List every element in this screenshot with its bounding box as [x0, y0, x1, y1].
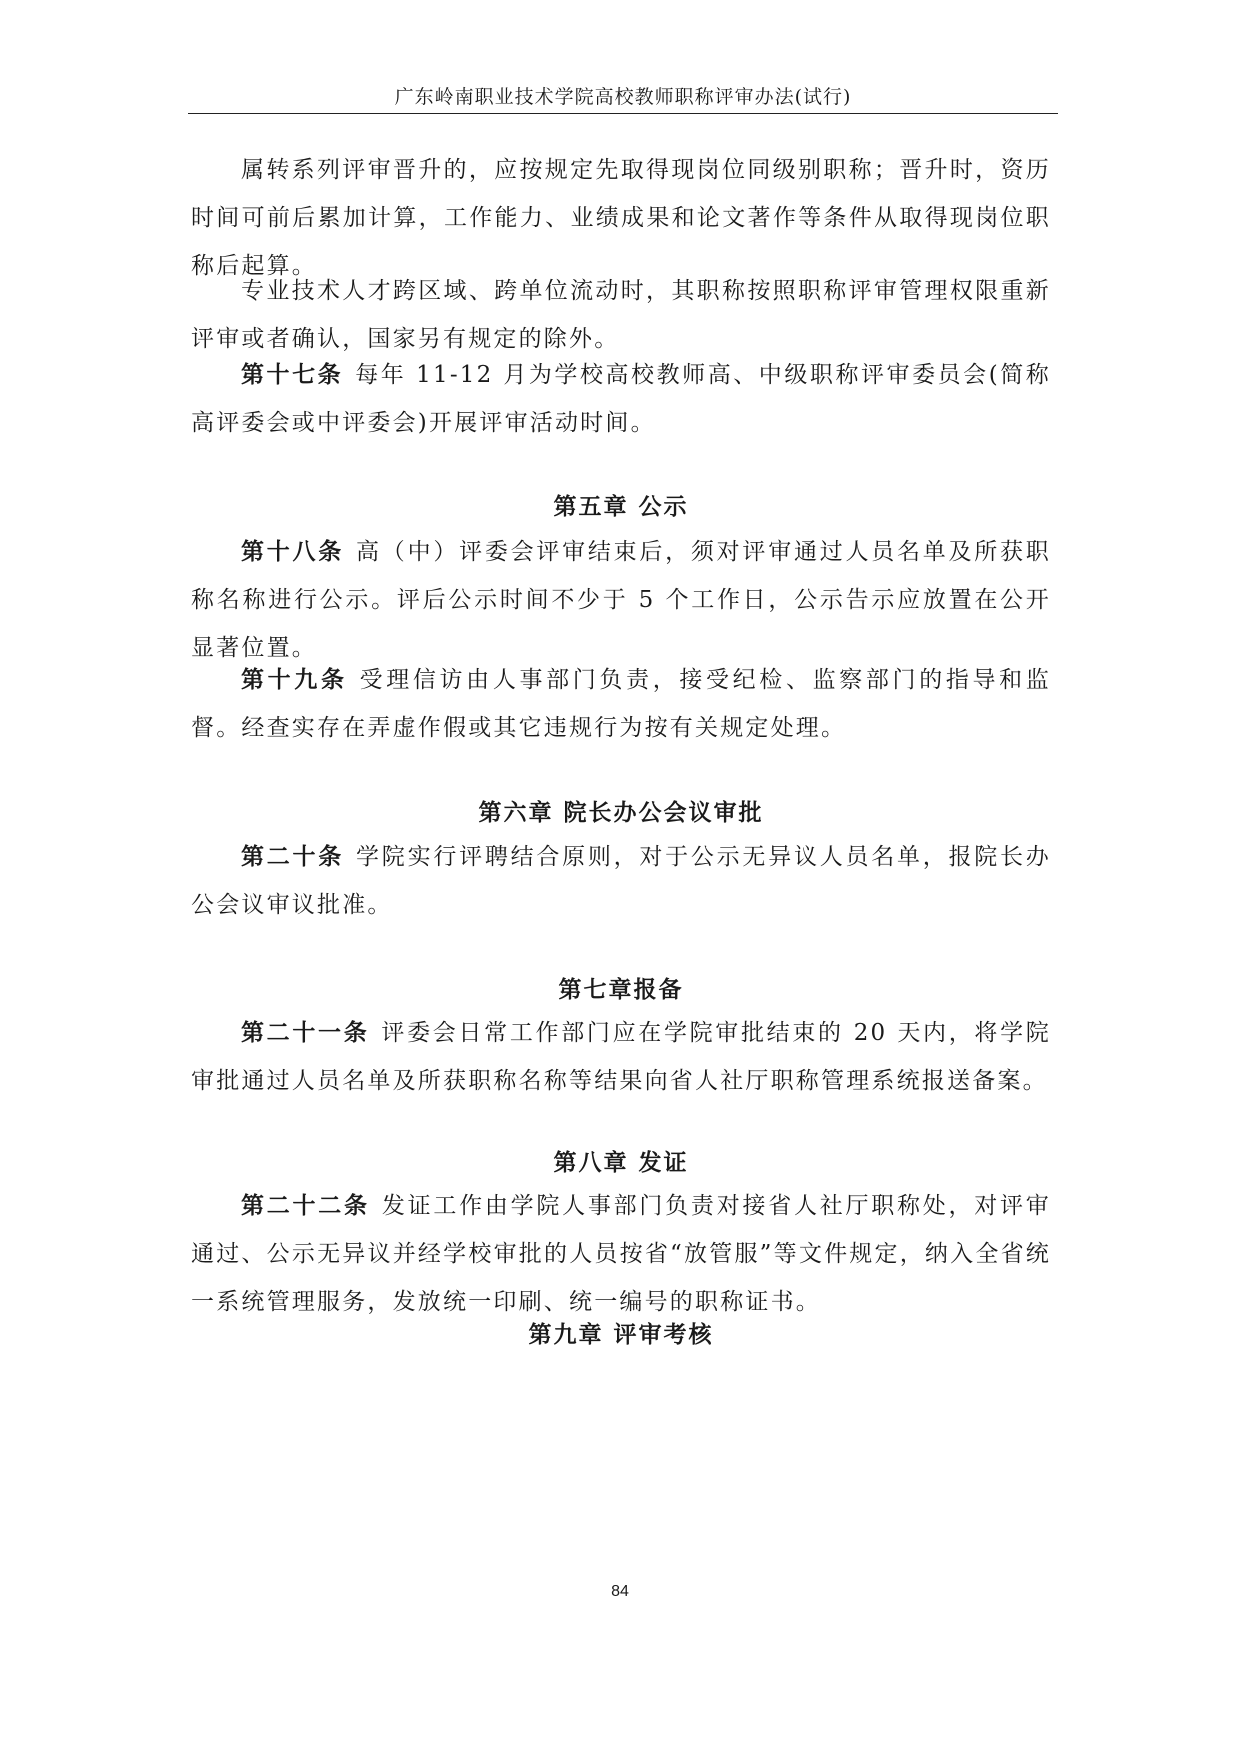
page-number: 84 [611, 1583, 629, 1600]
article-text: 每年 11-12 月为学校高校教师高、中级职称评审委员会(简称高评委会或中评委会)开展评审活动时间。 [191, 362, 1051, 436]
article-number: 第十八条 [241, 539, 345, 565]
chapter-8-heading: 第八章 发证 [553, 1150, 689, 1176]
article-number: 第十七条 [241, 362, 344, 388]
chapter-9-heading: 第九章 评审考核 [528, 1322, 714, 1348]
chapter-7-heading: 第七章报备 [558, 977, 684, 1003]
article-21 [191, 1009, 1051, 1105]
article-number: 第二十二条 [241, 1193, 370, 1219]
article-number: 第二十一条 [241, 1020, 370, 1046]
article-18 [191, 528, 1051, 672]
article-text: 学院实行评聘结合原则，对于公示无异议人员名单，报院长办公会议审议批准。 [191, 844, 1051, 918]
article-text: 高（中）评委会评审结束后，须对评审通过人员名单及所获职称名称进行公示。评后公示时间不少于 5 个工作日，公示告示应放置在公开显著位置。 [191, 539, 1051, 661]
article-19 [191, 656, 1051, 752]
article-text: 评委会日常工作部门应在学院审批结束的 20 天内，将学院审批通过人员名单及所获职称名称等结果向省人社厅职称管理系统报送备案。 [191, 1020, 1051, 1094]
chapter-5-heading: 第五章 公示 [553, 494, 689, 520]
paragraph-text: 属转系列评审晋升的，应按规定先取得现岗位同级别职称；晋升时，资历时间可前后累加计算，工作能力、业绩成果和论文著作等条件从取得现岗位职称后起算。 [191, 157, 1051, 279]
paragraph-cross-region-flow [191, 267, 1051, 363]
running-header: 广东岭南职业技术学院高校教师职称评审办法(试行) [394, 86, 852, 108]
article-text: 发证工作由学院人事部门负责对接省人社厅职称处，对评审通过、公示无异议并经学校审批的人员按省“放管服”等文件规定，纳入全省统一系统管理服务，发放统一印刷、统一编号的职称证书。 [191, 1193, 1052, 1315]
paragraph-text: 专业技术人才跨区域、跨单位流动时，其职称按照职称评审管理权限重新评审或者确认，国家另有规定的除外。 [191, 278, 1051, 352]
header-divider [188, 113, 1058, 114]
article-20 [191, 833, 1051, 929]
article-22 [191, 1182, 1051, 1326]
article-text: 受理信访由人事部门负责，接受纪检、监察部门的指导和监督。经查实存在弄虚作假或其它违规行为按有关规定处理。 [191, 667, 1051, 741]
article-17 [191, 351, 1051, 447]
chapter-6-heading: 第六章 院长办公会议审批 [478, 800, 764, 826]
article-number: 第二十条 [241, 844, 345, 870]
article-number: 第十九条 [241, 667, 348, 693]
